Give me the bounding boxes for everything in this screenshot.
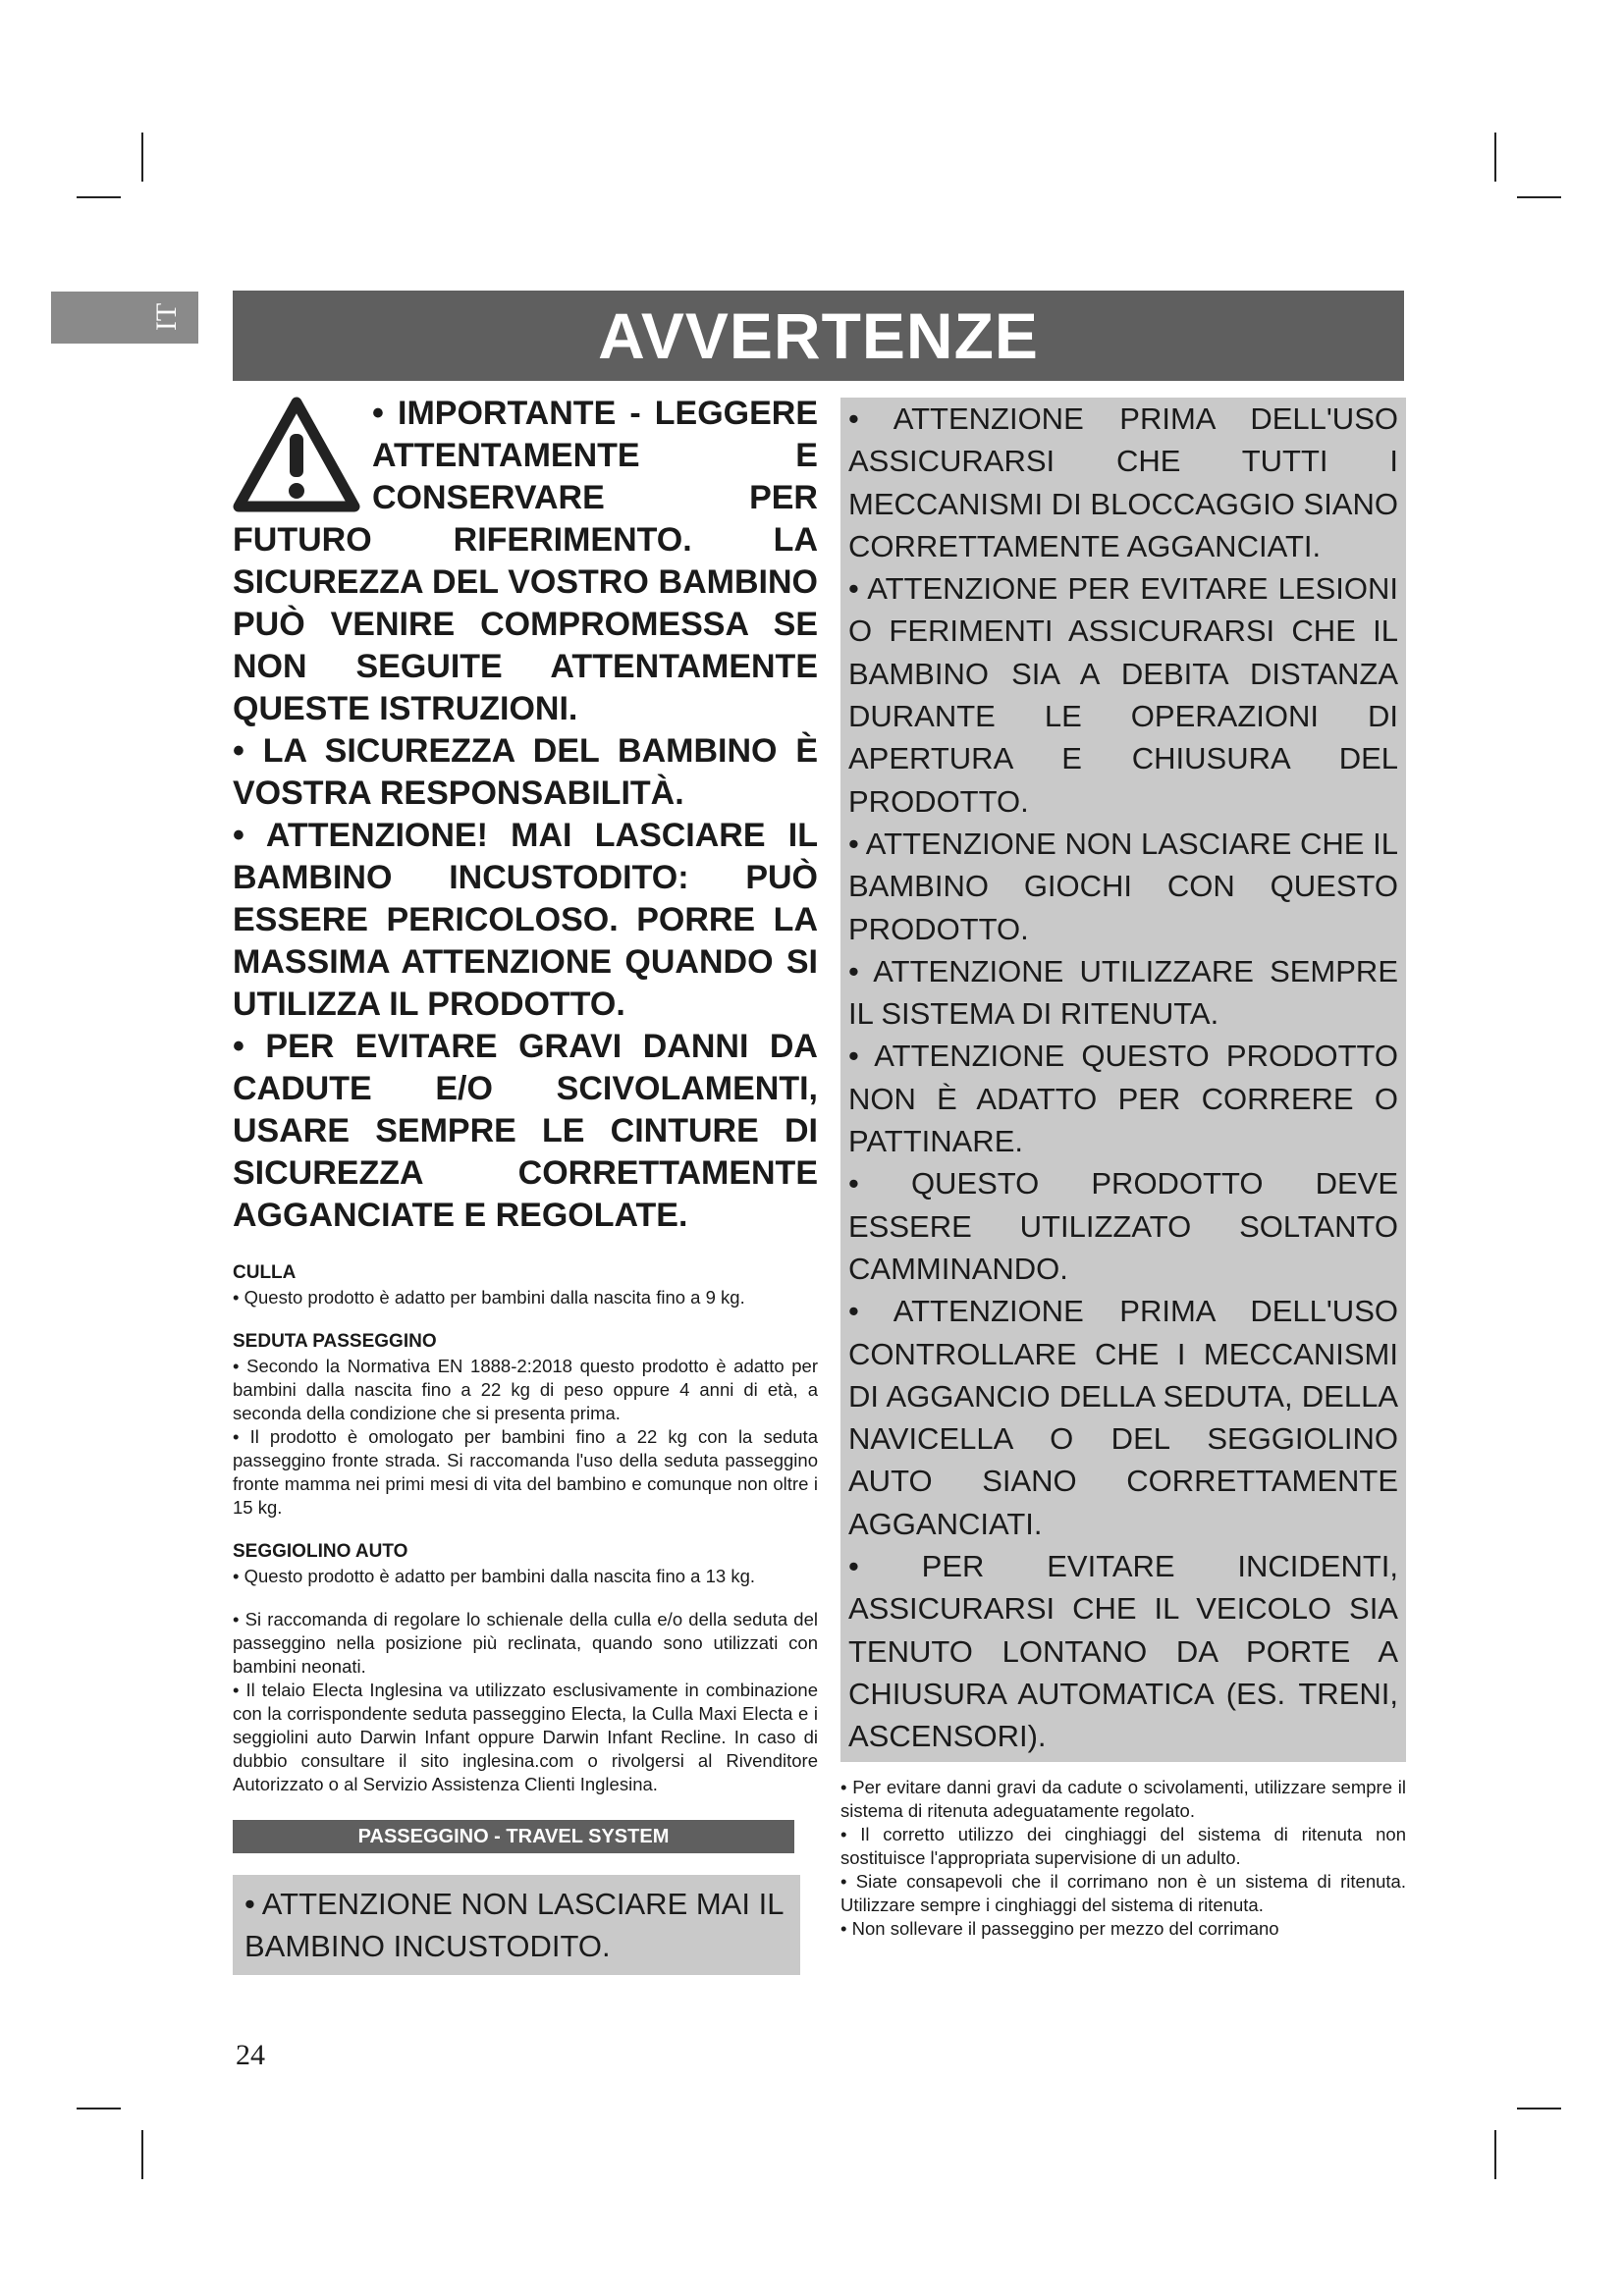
right-column [840,398,1406,1941]
warning-item: • ATTENZIONE PRIMA DELL'USO ASSICURARSI CHE TUTTI I MECCANISMI DI BLOCCAGGIO SIANO CORRETTAMENTE AGGANCIATI. [848,401,1398,563]
warning-item: • ATTENZIONE PER EVITARE LESIONI O FERIMENTI ASSICURARSI CHE IL BAMBINO SIA A DEBITA DISTANZA DURANTE LE OPERAZIONI DI APERTURA E CHIUSURA DEL PRODOTTO. [848,571,1398,819]
intro-paragraph: • ATTENZIONE! MAI LASCIARE IL BAMBINO INCUSTODITO: PUÒ ESSERE PERICOLOSO. PORRE LA MASSIMA ATTENZIONE QUANDO SI UTILIZZA IL PRODOTTO. [233,817,818,1023]
right-notes [840,1776,1406,1941]
right-note: • Il corretto utilizzo dei cinghiaggi del sistema di ritenuta non sostituisce l'appropriata supervisione di un adulto. [840,1823,1406,1868]
warning-item: • PER EVITARE INCIDENTI, ASSICURARSI CHE IL VEICOLO SIA TENUTO LONTANO DA PORTE A CHIUSURA AUTOMATICA (ES. TRENI, ASCENSORI). [848,1549,1398,1754]
right-note: • Siate consapevoli che il corrimano non è un sistema di ritenuta. Utilizzare sempre i cinghiaggi del sistema di ritenuta. [840,1870,1406,1915]
crop-mark [77,196,121,198]
warning-item: • ATTENZIONE QUESTO PRODOTTO NON È ADATTO PER CORRERE O PATTINARE. [848,1039,1398,1159]
travel-system-warning [233,1875,800,1975]
right-note: • Per evitare danni gravi da cadute o scivolamenti, utilizzare sempre il sistema di ritenuta adeguatamente regolato. [840,1776,1406,1821]
seduta-paragraph: • Il prodotto è omologato per bambini fino a 22 kg con la seduta passeggino fronte strada. Si raccomanda l'uso della seduta passeggino fronte mamma nei primi mesi di vita del bambino e comunque non oltre i 15 kg. [233,1426,818,1518]
warning-item: • ATTENZIONE PRIMA DELL'USO CONTROLLARE CHE I MECCANISMI DI AGGANCIO DELLA SEDUTA, DELLA NAVICELLA O DEL SEGGIOLINO AUTO SIANO CORRETTAMENTE AGGANCIATI. [848,1294,1398,1541]
right-note: • Non sollevare il passeggino per mezzo del corrimano [840,1917,1279,1939]
warning-item: • QUESTO PRODOTTO DEVE ESSERE UTILIZZATO SOLTANTO CAMMINANDO. [848,1166,1398,1286]
notes-text [233,1608,818,1796]
page-title: AVVERTENZE [233,291,1404,381]
crop-mark [1517,196,1561,198]
note-paragraph: • Il telaio Electa Inglesina va utilizzato esclusivamente in combinazione con la corrispondente seduta passeggino Electa, la Culla Maxi Electa e i seggiolini auto Darwin Infant oppure Darwin Infant Recline. In caso di dubbio consultare il sito inglesina.com o rivolgersi al Rivenditore Autorizzato o al Servizio Assistenza Clienti Inglesina. [233,1680,818,1794]
travel-system-heading: PASSEGGINO - TRAVEL SYSTEM [233,1820,794,1853]
seduta-paragraph: • Secondo la Normativa EN 1888-2:2018 questo prodotto è adatto per bambini dalla nascita fino a 22 kg di peso oppure 4 anni di età, a seconda della condizione che si presenta prima. [233,1356,818,1423]
page-number: 24 [236,2039,265,2071]
warning-triangle-icon [233,397,360,512]
intro-paragraph: • IMPORTANTE - LEGGERE ATTENTAMENTE E CONSERVARE PER FUTURO RIFERIMENTO. LA SICUREZZA DEL VOSTRO BAMBINO PUÒ VENIRE COMPROMESSA SE NON SEGUITE ATTENTAMENTE QUESTE ISTRUZIONI. [233,395,818,727]
intro-paragraph: • LA SICUREZZA DEL BAMBINO È VOSTRA RESPONSABILITÀ. [233,732,818,812]
crop-mark [1517,2108,1561,2109]
note-paragraph: • Si raccomanda di regolare lo schienale della culla e/o della seduta del passeggino nella posizione più reclinata, quando sono utilizzati con bambini neonati. [233,1609,818,1677]
intro-warnings [233,393,818,1237]
crop-mark [1494,2130,1496,2179]
seduta-text [233,1355,818,1520]
seggiolino-text: • Questo prodotto è adatto per bambini dalla nascita fino a 13 kg. [233,1566,756,1586]
language-tab [51,292,198,344]
crop-mark [77,2108,121,2109]
language-code: IT [150,302,183,332]
section-heading-culla: CULLA [233,1262,297,1283]
crop-mark [1494,133,1496,182]
left-column [233,393,818,1975]
crop-mark [141,2130,143,2179]
warnings-box [840,398,1406,1762]
culla-text: • Questo prodotto è adatto per bambini dalla nascita fino a 9 kg. [233,1287,745,1308]
warning-item: • ATTENZIONE UTILIZZARE SEMPRE IL SISTEMA DI RITENUTA. [848,953,1398,1032]
travel-system-warning-text: • ATTENZIONE NON LASCIARE MAI IL BAMBINO INCUSTODITO. [244,1887,784,1963]
section-heading-seduta: SEDUTA PASSEGGINO [233,1331,437,1352]
intro-paragraph: • PER EVITARE GRAVI DANNI DA CADUTE E/O SCIVOLAMENTI, USARE SEMPRE LE CINTURE DI SICUREZZA CORRETTAMENTE AGGANCIATE E REGOLATE. [233,1028,818,1234]
section-heading-seggiolino: SEGGIOLINO AUTO [233,1541,408,1562]
crop-mark [141,133,143,182]
warning-item: • ATTENZIONE NON LASCIARE CHE IL BAMBINO GIOCHI CON QUESTO PRODOTTO. [848,826,1398,946]
